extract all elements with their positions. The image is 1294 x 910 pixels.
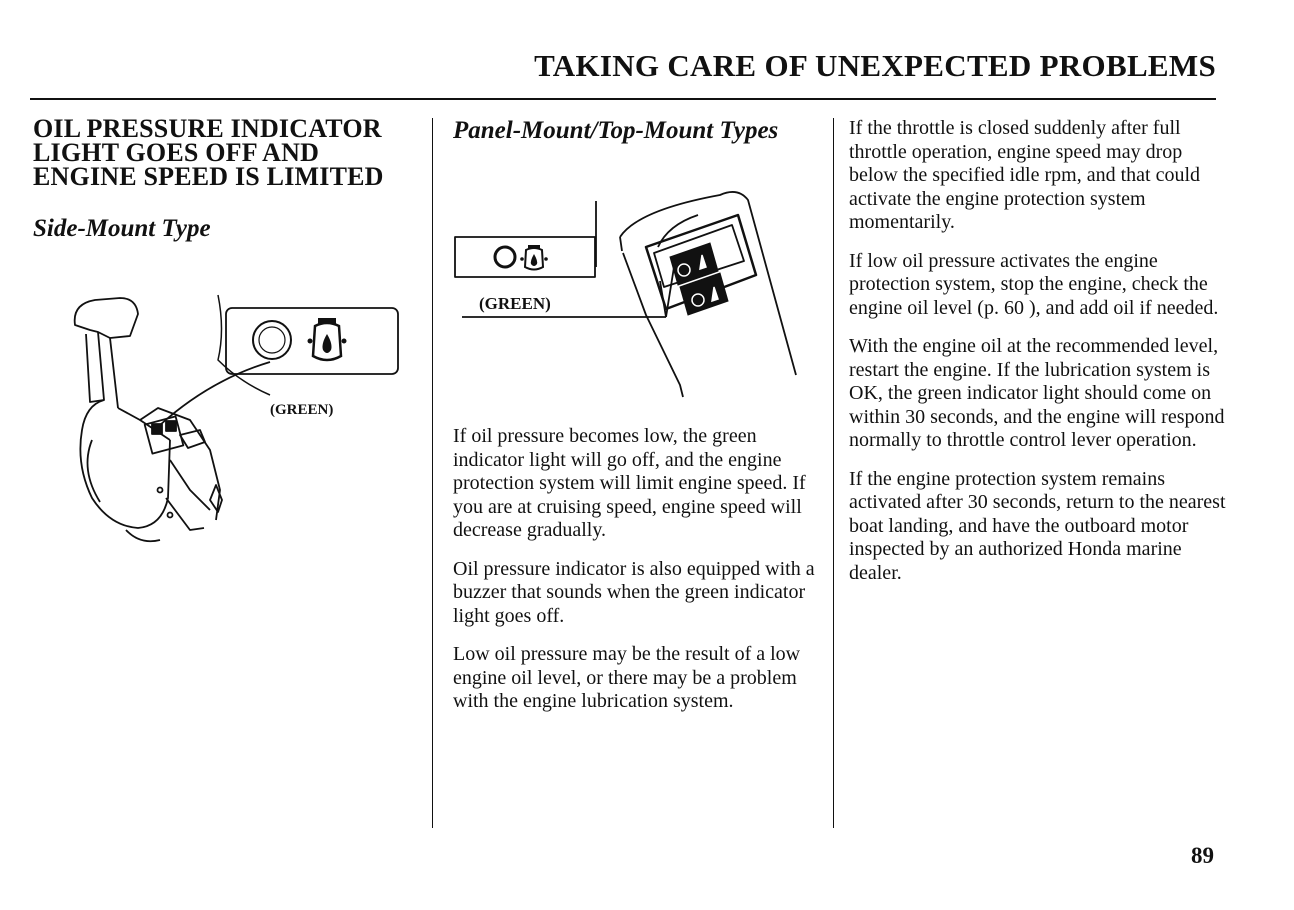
column-divider-1	[432, 118, 433, 828]
side-mount-remote-control-drawing	[40, 290, 420, 580]
column-3-paragraph: If the throttle is closed suddenly after full throttle operation, engine speed may drop below the specified idle rpm, and that could activate the engine protection system momentarily.	[849, 117, 1201, 233]
page-number: 89	[1191, 843, 1214, 868]
column-2	[453, 117, 825, 145]
header-title: TAKING CARE OF UNEXPECTED PROBLEMS	[534, 48, 1216, 83]
column-divider-2	[833, 118, 834, 828]
section-title-line-3: ENGINE SPEED IS LIMITED	[33, 162, 384, 191]
column-2-paragraph: If oil pressure becomes low, the green indicator light will go off, and the engine protection system will limit engine speed. If you are at cruising speed, engine speed will decrease gradually.	[453, 425, 806, 541]
column-3-paragraph: With the engine oil at the recommended level, restart the engine. If the lubrication system is OK, the green indicator light should come on within 30 seconds, and the engine will respond normally to throttle control lever operation.	[849, 335, 1225, 451]
column-2-paragraph: Oil pressure indicator is also equipped with a buzzer that sounds when the green indicator light goes off.	[453, 557, 815, 627]
panel-mount-green-label: (GREEN)	[479, 294, 551, 313]
section-title-line-2: LIGHT GOES OFF AND	[33, 138, 320, 167]
side-mount-heading: Side-Mount Type	[33, 215, 211, 242]
section-title	[33, 114, 423, 191]
panel-indicator-lamp-icon	[495, 247, 515, 267]
column-3-paragraph: If the engine protection system remains activated after 30 seconds, return to the nearest boat landing, and have the outboard motor inspected by an authorized Honda marine dealer.	[849, 467, 1226, 584]
column-1	[33, 114, 423, 243]
panel-mount-switch-drawing	[448, 175, 828, 415]
section-title-line-1: OIL PRESSURE INDICATOR	[33, 114, 382, 143]
column-2-body	[453, 425, 825, 729]
side-mount-green-label: (GREEN)	[270, 402, 334, 418]
side-mount-illustration	[40, 290, 420, 580]
panel-mount-illustration	[448, 175, 828, 415]
page-header	[30, 48, 1216, 100]
column-3	[849, 117, 1229, 600]
column-3-paragraph: If low oil pressure activates the engine protection system, stop the engine, check the engine oil level (p. 60 ), and add oil if needed.	[849, 249, 1219, 319]
column-2-paragraph: Low oil pressure may be the result of a low engine oil level, or there may be a problem with the engine lubrication system.	[453, 643, 801, 712]
panel-oil-pressure-symbol-icon	[520, 245, 548, 270]
panel-mount-heading: Panel-Mount/Top-Mount Types	[453, 117, 779, 144]
oil-pressure-symbol-icon	[308, 318, 347, 360]
